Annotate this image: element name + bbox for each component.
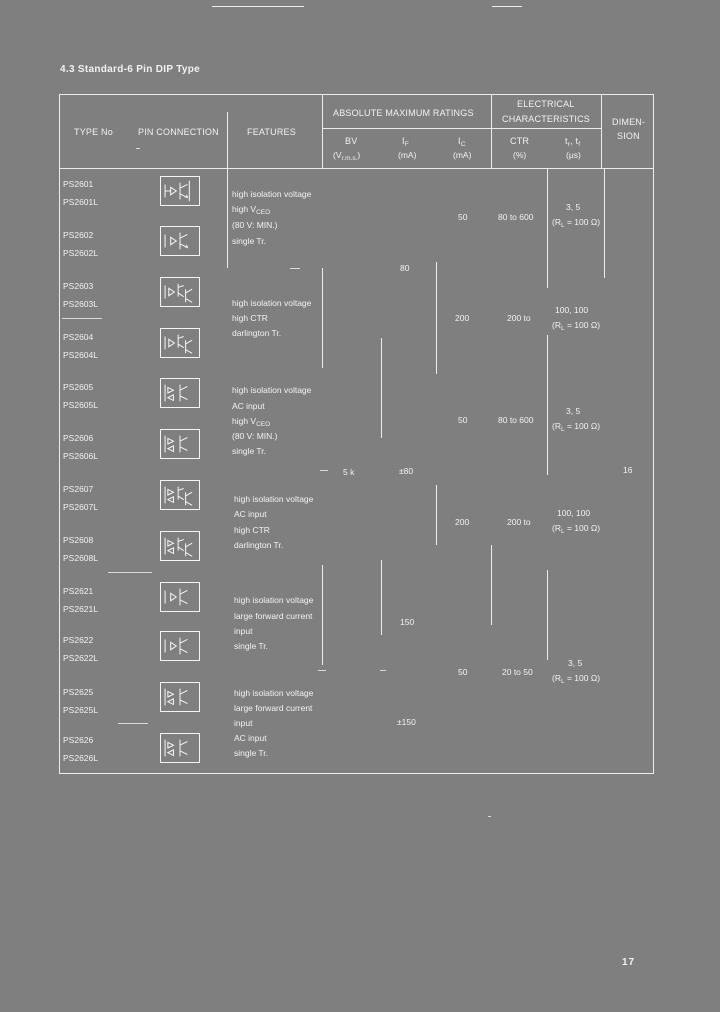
feature-line: darlington Tr.	[234, 540, 284, 550]
pin-diagram-transistor	[160, 631, 200, 661]
features-divider	[227, 168, 228, 268]
pin-diagram-ac-transistor	[160, 682, 200, 712]
feature-line: AC input	[234, 509, 267, 519]
pin-diagram-ac-transistor	[160, 733, 200, 763]
type-number: PS2626	[63, 735, 94, 745]
header-if-unit: (mA)	[398, 150, 417, 160]
dash-row	[118, 723, 148, 724]
type-number: PS2604L	[63, 350, 98, 360]
type-number: PS2607L	[63, 502, 98, 512]
dash-row	[108, 572, 152, 573]
value-trtf: 3, 5	[566, 406, 581, 416]
value-if: ±80	[399, 466, 414, 476]
if-divider-a	[436, 262, 437, 374]
header-if: $I_F$	[402, 136, 409, 148]
feature-line: single Tr.	[232, 236, 267, 246]
type-number: PS2601	[63, 179, 94, 189]
feature-line: large forward current	[234, 703, 313, 713]
table-bottom-border	[59, 773, 654, 774]
table-top-border	[59, 94, 654, 95]
dash-row	[136, 148, 140, 149]
header-sub-rule-abs	[323, 128, 491, 129]
type-number: PS2625	[63, 687, 94, 697]
header-type-no: TYPE No	[74, 127, 113, 137]
value-if: ±150	[397, 717, 416, 727]
type-number: PS2607	[63, 484, 94, 494]
value-dimension: 16	[623, 465, 633, 475]
header-ctr-unit: (%)	[513, 150, 527, 160]
header-bv: BV	[345, 136, 358, 146]
value-ic: 200	[455, 313, 470, 323]
feature-line: high CTR	[232, 313, 268, 323]
header-trtf-unit: (μs)	[566, 150, 581, 160]
feature-line: (80 V: MIN.)	[232, 220, 278, 230]
type-number: PS2605L	[63, 400, 98, 410]
header-pin-connection: PIN CONNECTION	[138, 127, 219, 137]
value-trtf-cond: ($R_L = 100$ Ω)	[552, 673, 601, 685]
feature-line: large forward current	[234, 611, 313, 621]
if-divider-b	[436, 485, 437, 545]
header-divider-elec	[491, 94, 492, 168]
value-ic: 50	[458, 415, 468, 425]
value-trtf: 3, 5	[566, 202, 581, 212]
dash-row	[290, 268, 300, 269]
feature-line: high CTR	[234, 525, 270, 535]
header-features: FEATURES	[247, 127, 296, 137]
header-ic-unit: (mA)	[453, 150, 472, 160]
feature-line: high isolation voltage	[234, 494, 314, 504]
feature-line: high isolation voltage	[234, 688, 314, 698]
type-number: PS2603L	[63, 299, 98, 309]
abs-divider-a	[322, 268, 323, 368]
type-number: PS2608	[63, 535, 94, 545]
value-if: 80	[400, 263, 410, 273]
dash-row	[488, 816, 491, 817]
scan-mark-top-left	[212, 6, 304, 7]
value-ic: 50	[458, 212, 468, 222]
header-ctr: CTR	[510, 136, 530, 146]
value-trtf: 100, 100	[557, 508, 591, 518]
type-number: PS2603	[63, 281, 94, 291]
pin-diagram-darlington	[160, 277, 200, 307]
dash-row	[62, 318, 102, 319]
header-electrical: ELECTRICAL	[517, 99, 575, 109]
header-divider-dim	[601, 94, 602, 168]
feature-line: high $V_{CEO}$	[232, 204, 271, 216]
pin-diagram-ac-darlington	[160, 531, 200, 561]
header-dimension-1: DIMEN-	[612, 117, 646, 127]
feature-line: high isolation voltage	[232, 189, 312, 199]
pin-diagram-transistor	[160, 582, 200, 612]
header-sub-rule-elec	[492, 128, 601, 129]
value-ctr: 200 to	[507, 517, 531, 527]
dash-row	[320, 470, 328, 471]
header-divider-features	[227, 112, 228, 168]
value-trtf: 3, 5	[568, 658, 583, 668]
dim-divider	[604, 168, 605, 278]
feature-line: single Tr.	[234, 748, 269, 758]
ctr-divider-c	[547, 570, 548, 660]
value-ic: 200	[455, 517, 470, 527]
pin-diagram-transistor	[160, 226, 200, 256]
type-number: PS2604	[63, 332, 94, 342]
value-ctr: 80 to 600	[498, 415, 534, 425]
value-trtf: 100, 100	[555, 305, 589, 315]
pin-diagram-ac-darlington	[160, 480, 200, 510]
feature-line: single Tr.	[234, 641, 269, 651]
value-trtf-cond: ($R_L = 100$ Ω)	[552, 217, 601, 229]
header-divider-abs	[322, 94, 323, 168]
scan-mark-top-right	[492, 6, 522, 7]
type-number: PS2601L	[63, 197, 98, 207]
bv-divider-a	[381, 338, 382, 438]
dash-row	[380, 670, 386, 671]
value-ctr: 200 to	[507, 313, 531, 323]
value-ctr: 80 to 600	[498, 212, 534, 222]
table-header-rule	[59, 168, 654, 169]
header-abs-max: ABSOLUTE MAXIMUM RATINGS	[333, 108, 474, 118]
table-left-border	[59, 94, 60, 774]
value-ctr: 20 to 50	[502, 667, 533, 677]
type-number: PS2608L	[63, 553, 98, 563]
feature-line: (80 V: MIN.)	[232, 431, 278, 441]
abs-divider-b	[322, 565, 323, 665]
type-number: PS2606	[63, 433, 94, 443]
page-number: 17	[622, 957, 636, 968]
type-number: PS2602	[63, 230, 94, 240]
pin-diagram-ac-transistor	[160, 378, 200, 408]
feature-line: high isolation voltage	[232, 298, 312, 308]
type-number: PS2605	[63, 382, 94, 392]
type-number: PS2606L	[63, 451, 98, 461]
ctr-divider-a	[547, 168, 548, 288]
type-number: PS2622L	[63, 653, 98, 663]
value-trtf-cond: ($R_L = 100$ Ω)	[552, 523, 601, 535]
ic-divider	[491, 545, 492, 625]
pin-diagram-darlington	[160, 328, 200, 358]
feature-line: AC input	[234, 733, 267, 743]
section-title: 4.3 Standard-6 Pin DIP Type	[60, 64, 200, 75]
value-if: 150	[400, 617, 415, 627]
value-trtf-cond: ($R_L = 100$ Ω)	[552, 421, 601, 433]
header-dimension-2: SION	[617, 131, 640, 141]
pin-diagram-transistor	[160, 176, 200, 206]
header-bv-unit: $(V_{r.m.s.})$	[333, 150, 361, 162]
type-number: PS2621	[63, 586, 94, 596]
table-right-border	[653, 94, 654, 774]
feature-line: high $V_{CEO}$	[232, 416, 271, 428]
value-bv: 5 k	[343, 467, 355, 477]
type-number: PS2622	[63, 635, 94, 645]
pin-diagram-ac-transistor	[160, 429, 200, 459]
header-characteristics: CHARACTERISTICS	[502, 114, 591, 124]
feature-line: high isolation voltage	[232, 385, 312, 395]
feature-line: darlington Tr.	[232, 328, 282, 338]
feature-line: input	[234, 626, 253, 636]
header-trtf: $t_r$, $t_f$	[565, 136, 581, 148]
type-number: PS2625L	[63, 705, 98, 715]
header-ic: $I_C$	[458, 136, 466, 148]
feature-line: single Tr.	[232, 446, 267, 456]
feature-line: high isolation voltage	[234, 595, 314, 605]
bv-divider-b	[381, 560, 382, 635]
feature-line: AC input	[232, 401, 265, 411]
type-number: PS2626L	[63, 753, 98, 763]
type-number: PS2602L	[63, 248, 98, 258]
value-ic: 50	[458, 667, 468, 677]
dash-row	[318, 670, 326, 671]
type-number: PS2621L	[63, 604, 98, 614]
ctr-divider-b	[547, 335, 548, 475]
value-trtf-cond: ($R_L = 100$ Ω)	[552, 320, 601, 332]
feature-line: input	[234, 718, 253, 728]
